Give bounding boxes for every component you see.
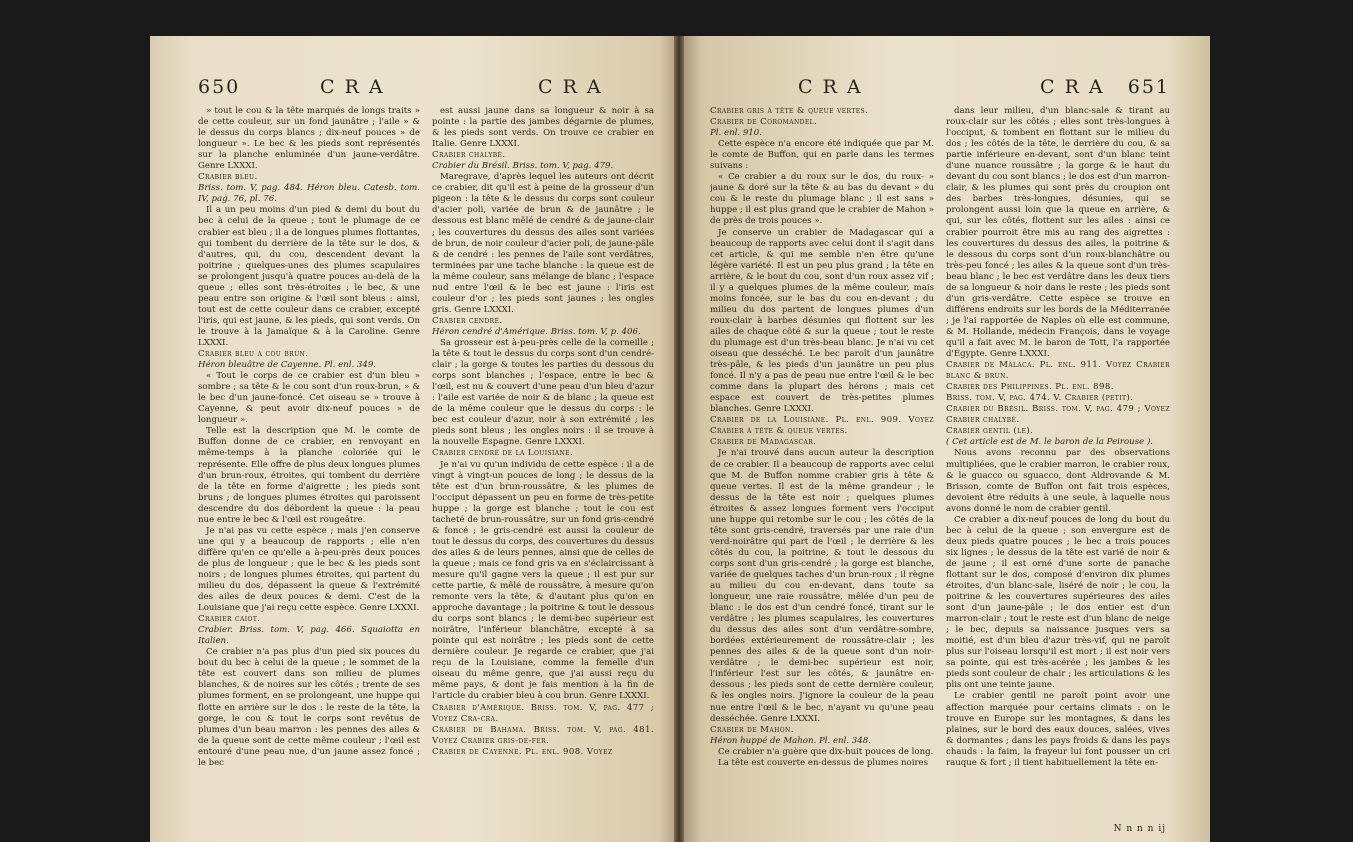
entry-heading: Crabier de Madagascar. bbox=[710, 437, 817, 448]
paragraph: Je n'ai vu qu'un individu de cette espèce : il a de vingt à vingt-un pouces de long ; le dessus de la tête est d'un brun-roussâtre, & les plumes de l'occiput dépassent un peu en forme de très-petite huppe ; la gorge est blanche ; tout le cou est tacheté de brun-roussâtre, sur un fond gris-cendré & foncé ; le gris-cendré est aussi la couleur de tout le dessus du corps, des couvertures du dessus des ailes & de leurs pennes, ainsi que de celles de la queue ; mais ce fond gris va en s'éclaircissant à mesure qu'il gagne vers la queue ; il est pur sur cette partie, & mêlé de roussâtre, à mesure qu'on remonte vers la tête, & d'autant plus qu'on en approche davantage ; la poitrine & tout le dessous du corps sont blancs ; le demi-bec supérieur est noirâtre, l'inférieur blanchâtre, excepté à sa pointe qui est noirâtre ; les pieds sont de cette dernière couleur. Je regarde ce crabier, que j'ai reçu de la Louisiane, comme la femelle d'un oiseau du même genre, que j'ai aussi reçu du même pays, & dont je fais mention à la fin de l'article du crabier bleu à cou brun. Genre LXXXI. bbox=[432, 459, 654, 702]
entry-heading: Crabier caiot. bbox=[198, 614, 261, 625]
signature-mark: N n n n ij bbox=[1113, 824, 1166, 834]
paragraph: « Ce crabier a du roux sur le dos, du roux- » jaune & doré sur la tête & au bas du devant » du cou & le reste du plumage blanc ; il est sans » huppe ; il est plus grand que le crabier de Mahon » de près de trois pouces ». bbox=[710, 172, 934, 227]
left-columns bbox=[198, 106, 654, 832]
left-page bbox=[150, 36, 680, 842]
entry-heading: Crabier gris à tête & queue vertes. bbox=[710, 106, 869, 116]
book-gutter bbox=[674, 36, 684, 842]
entry-heading: Crabier de Bahama. Briss. tom. V, pag. 481. Voyez Crabier gris-de-fer. bbox=[432, 724, 654, 746]
entry-heading: Crabier bleu. bbox=[198, 172, 258, 183]
left-page-header bbox=[198, 76, 654, 100]
entry-heading: Crabier de Cayenne. Pl. enl. 908. Voyez bbox=[432, 746, 613, 757]
entry-heading: Briss. tom. V, pag. 474. V. Crabier (petit). bbox=[946, 393, 1134, 404]
reference-line: Héron bleuâtre de Cayenne. Pl. enl. 349. bbox=[198, 360, 377, 371]
entry-heading: Crabier gentil (le). bbox=[946, 426, 1034, 437]
paragraph: « Tout le corps de ce crabier est d'un bleu » sombre ; sa tête & le cou sont d'un roux-brun, » & le bec d'un jaune-foncé. Cet oiseau se » trouve à Cayenne, & peut avoir dix-neuf pouces » de longueur ». bbox=[198, 371, 420, 426]
left-column-2 bbox=[432, 106, 654, 832]
paragraph: » tout le cou & la tête marqués de longs traits » de cette couleur, sur un fond jaunâtre ; l'aile » & le dessus du corps blancs ; dix-neuf pouces » de longueur ». Le bec & les pieds sont représentés sur la planche enluminée d'un jaune-verdâtre. Genre LXXXI. bbox=[198, 106, 420, 172]
entry-heading: Crabier d'Amérique. Briss. tom. V, pag. 477 ; Voyez Cra-cra. bbox=[432, 702, 654, 724]
reference-line: Pl. enl. 910. bbox=[710, 128, 762, 139]
paragraph: dans leur milieu, d'un blanc-sale & tirant au roux-clair sur les côtés ; elles sont très-longues à l'occiput, & tombent en flottant sur le milieu du dos ; les côtés de la tête, le derrière du cou, & sa partie inférieure en-devant, sont d'un blanc teint d'une nuance roussâtre ; la gorge & le haut du devant du cou sont blancs ; le dos est d'un marron-clair, & les plumes qui sont près du croupion ont des barbes très-longues, désunies, qui se prolongent aussi loin que la queue en arrière, & qui, sur les côtés, flottent sur les ailes : ainsi ce crabier pourroit être mis au rang des aigrettes : les couvertures du dessus des ailes, la poitrine & le dessous du corps sont d'un roux-blanchâtre ou très-peu foncé ; les ailes & la queue sont d'un très-beau blanc ; le bec est verdâtre dans les deux tiers de sa longueur & noir dans le reste ; les pieds sont d'un gris-verdâtre. Cette espèce se trouve en différens endroits sur les bords de la Méditerranée ; je l'ai rapportée de Naples où elle est commune, & M. Hollande, médecin François, dans le voyage qu'il a fait avec M. le baron de Tott, l'a rapportée d'Égypte. Genre LXXXI. bbox=[946, 106, 1170, 360]
paragraph: Maregrave, d'après lequel les auteurs ont décrit ce crabier, dit qu'il est à peine de la grosseur d'un pigeon : la tête & le dessus du corps sont couleur d'acier poli, variée de brun & de jaunâtre ; le dessous est blanc mêlé de cendré & de jaune-clair ; les couvertures du dessus des ailes sont variées de brun, de noir couleur d'acier poli, de jaune-pâle & de cendré : les pennes de l'aile sont verdâtres, terminées par une tache blanche : la queue est de la même couleur, sans mélange de blanc ; l'espace nud entre l'œil & le bec est jaune : l'iris est couleur d'or ; les pieds sont jaunes ; les ongles gris. Genre LXXXI. bbox=[432, 172, 654, 315]
paragraph: Je n'ai pas vu cette espèce ; mais j'en conserve une qui y a beaucoup de rapports ; elle n'en diffère qu'en ce qu'elle a à-peu-près deux pouces de plus de longueur ; que le bec & les pieds sont noirs ; de longues plumes étroites, qui partent du milieu du dos, dépassent la queue & l'extrémité des ailes de deux pouces & demi. C'est de la Louisiane que j'ai reçu cette espèce. Genre LXXXI. bbox=[198, 525, 420, 614]
right-page-header bbox=[710, 76, 1170, 100]
entry-heading: Crabier de Coromandel. bbox=[710, 117, 818, 128]
paragraph: Telle est la description que M. le comte de Buffon donne de ce crabier, en renvoyant en même-temps à la planche coloriée qui le représente. Elle offre de plus deux longues plumes d'un brun-roux, étroites, qui tombent du derrière de la tête en forme d'aigrette ; les pieds sont bruns ; de longues plumes étroites qui paroissent descendre du dos débordent la queue : la peau nue entre le bec & l'œil est rougeâtre. bbox=[198, 426, 420, 525]
paragraph: Cette espèce n'a encore été indiquée que par M. le comte de Buffon, qui en parle dans les termes suivans : bbox=[710, 139, 934, 172]
reference-line: Héron huppé de Mahon. Pl. enl. 348. bbox=[710, 735, 871, 746]
left-running-head-1: C R A bbox=[320, 76, 385, 98]
entry-heading: Crabier cendré de la Louisiane. bbox=[432, 448, 574, 459]
entry-heading: Crabier du Brésil. Briss. tom. V, pag. 479 ; Voyez Crabier chalybé. bbox=[946, 404, 1170, 426]
right-running-head-1: C R A bbox=[798, 76, 863, 98]
reference-line: Crabier. Briss. tom. V, pag. 466. Squaiotta en Italien. bbox=[198, 625, 420, 647]
paragraph: La tête est couverte en-dessus de plumes noires bbox=[718, 757, 929, 768]
right-page bbox=[680, 36, 1210, 842]
right-page-number: 651 bbox=[1127, 76, 1170, 98]
right-column-1 bbox=[710, 106, 934, 832]
paragraph: Je conserve un crabier de Madagascar qui a beaucoup de rapports avec celui dont il s'agit dans cet article, & qui me semble n'en être qu'une légère variété. Il est un peu plus grand ; la tête en arrière, & le bout du cou, sont d'un roux assez vif ; il y a quelques plumes de la même couleur, mais moins foncée, sur le bas du cou en-devant ; du milieu du dos partent de longues plumes d'un roux-clair à barbes désunies qui flottent sur les ailes de chaque côté & sur la queue ; tout le reste du plumage est d'un très-beau blanc. Je n'ai vu cet oiseau que desséché. Le bec paroît d'un jaunâtre très-pâle, & les pieds d'un jaunâtre un peu plus foncé. Il n'y a pas de peau nue entre l'œil & le bec comme dans la plupart des hérons ; mais cet espace est couvert de très-petites plumes blanches. Genre LXXXI. bbox=[710, 227, 934, 415]
entry-heading: Crabier de la Louisiane. Pl. enl. 909. Voyez Crabier à tête & queue vertes. bbox=[710, 415, 934, 437]
paragraph: Sa grosseur est à-peu-près celle de la corneille ; la tête & tout le dessus du corps sont d'un cendré-clair ; la gorge & toutes les parties du dessous du corps sont blanches ; l'espace, entre le bec & l'œil, est nu & couvert d'une peau d'un bleu d'azur : l'aile est variée de noir & de blanc ; la queue est de la même couleur que le dessus du corps : le bec est couleur d'azur, noir à son extrémité ; les pieds sont bleus ; les ongles noirs : il se trouve à la nouvelle Espagne. Genre LXXXI. bbox=[432, 337, 654, 448]
paragraph: Ce crabier n'a guère que dix-huit pouces de long. bbox=[718, 746, 934, 757]
left-running-head-2: C R A bbox=[538, 76, 603, 98]
left-page-number: 650 bbox=[198, 76, 241, 98]
reference-line: Héron cendré d'Amérique. Briss. tom. V, p. 406. bbox=[432, 326, 641, 337]
right-column-2 bbox=[946, 106, 1170, 832]
reference-line: Briss. tom. V, pag. 484. Héron bleu. Catesb. tom. IV, pag. 76, pl. 76. bbox=[198, 183, 420, 205]
entry-heading: Crabier bleu a cou brun. bbox=[198, 349, 309, 360]
paragraph: Le crabier gentil ne paroît point avoir une affection marquée pour certains climats : on le trouve en Europe sur les montagnes, & dans les plaines, sur le bord des eaux douces, salées, vives & dormantes ; dans les pays froids & dans les pays chauds : la faim, la frayeur lui font pousser un cri rauque & fort ; il tient habituellement la tête en- bbox=[946, 691, 1170, 768]
paragraph: Ce crabier n'a pas plus d'un pied six pouces du bout du bec à celui de la queue ; le sommet de la tête est couvert dans son milieu de plumes blanches, & de noires sur les côtés ; trente de ses plumes forment, en se prolongeant, une huppe qui flotte en arrière sur le dos : le reste de la tête, la gorge, le cou & tout le corps sont revêtus de plumes d'un beau marron : les pennes des ailes & de la queue sont de cette même couleur ; l'œil est entouré d'une peau nue, d'un jaune assez foncé ; le bec bbox=[198, 647, 420, 768]
entry-heading: Crabier chalybé. bbox=[432, 150, 506, 161]
entry-heading: Crabier de Mahon. bbox=[710, 724, 794, 735]
paragraph: Il a un peu moins d'un pied & demi du bout du bec à celui de la queue ; tout le plumage de ce crabier est bleu ; il a de longues plumes flottantes, qui tombent du derrière de la tête sur le dos, & d'autres, qui, du cou, descendent devant la poitrine ; quelques-unes des plumes scapulaires se prolongent jusqu'à quatre pouces au-delà de la queue ; elles sont très-étroites ; le bec, & une peau entre son origine & l'œil sont bleus : ainsi, tout est de cette couleur dans ce crabier, excepté l'iris, qui est jaune, & les pieds, qui sont verds. On le trouve à la Jamaïque & à la Caroline. Genre LXXXI. bbox=[198, 205, 420, 348]
entry-heading: Crabier de Malaca. Pl. enl. 911. Voyez Crabier blanc & brun. bbox=[946, 360, 1170, 382]
left-column-1 bbox=[198, 106, 420, 832]
paragraph: est aussi jaune dans sa longueur & noir à sa pointe : la partie des jambes dégarnie de plumes, & les pieds sont verds. On trouve ce crabier en Italie. Genre LXXXI. bbox=[432, 106, 654, 150]
entry-heading: Crabier cendré. bbox=[432, 315, 503, 326]
right-running-head-2: C R A bbox=[1040, 76, 1105, 98]
right-columns bbox=[710, 106, 1170, 832]
entry-heading: Crabier des Philippines. Pl. enl. 898. bbox=[946, 382, 1114, 393]
paragraph: Je n'ai trouvé dans aucun auteur la description de ce crabier. Il a beaucoup de rapports avec celui que M. de Buffon nomme crabier gris à tête & queue vertes. Il est de la même grandeur ; le dessus de la tête est noir ; quelques plumes étroites & assez longues forment vers l'occiput une huppe qui retombe sur le cou ; les côtés de la tête sont gris-cendré, traversés par une raie d'un verd-noirâtre qui part de l'œil ; le derrière & les côtés du cou, la poitrine, & tout le dessous du corps sont d'un gris-cendré ; la gorge est blanche, variée de quelques taches d'un brun-roux ; il règne au milieu du cou en-devant, dans toute sa longueur, une raie roussâtre, mêlée d'un peu de blanc : le dos est d'un cendré foncé, tirant sur le verdâtre ; les plumes scapulaires, les couvertures du dessus des ailes sont d'un verdâtre-sombre, bordées extérieurement de roussâtre-clair ; les pennes des ailes & de la queue sont d'un noir-verdâtre ; le demi-bec supérieur est noir, l'inférieur l'est sur les côtés, & jaunâtre en-dessous ; les pieds sont de cette dernière couleur, & les ongles noirs. J'ignore la couleur de la peau nue entre l'œil & le bec, n'ayant vu qu'une peau desséchée. Genre LXXXI. bbox=[710, 448, 934, 724]
reference-line: ( Cet article est de M. le baron de la Peirouse ). bbox=[946, 437, 1154, 448]
reference-line: Crabier du Brésil. Briss. tom. V, pag. 479. bbox=[432, 161, 614, 172]
paragraph: Ce crabier a dix-neuf pouces de long du bout du bec à celui de la queue ; son envergure est de deux pieds quatre pouces ; le bec a trois pouces six lignes ; le dessus de la tête est varié de noir & de jaune ; il est orné d'une sorte de panache flottant sur le dos, composé d'environ dix plumes étroites, d'un blanc-sale, liséré de noir ; le cou, la poitrine & les couvertures supérieures des ailes sont d'un jaune-pâle ; le dos entier est d'un marron-clair ; tout le reste est d'un blanc de neige ; le bec, depuis sa naissance jusques vers sa moitié, est d'un bleu d'azur très-vif, qui ne paroît plus sur l'oiseau lorsqu'il est mort ; il est noir vers sa pointe, qui est très-acérée ; les jambes & les pieds sont couleur de chair ; les articulations & les plis ont une teinte jaune. bbox=[946, 514, 1170, 691]
paragraph: Nous avons reconnu par des observations multipliées, que le crabier marron, le crabier roux, & le guacco ou sguacco, dont Aldrovande & M. Brisson, comte de Buffon ont fait trois espèces, devoient être réduits à une seule, à laquelle nous avons donné le nom de crabier gentil. bbox=[946, 448, 1170, 514]
